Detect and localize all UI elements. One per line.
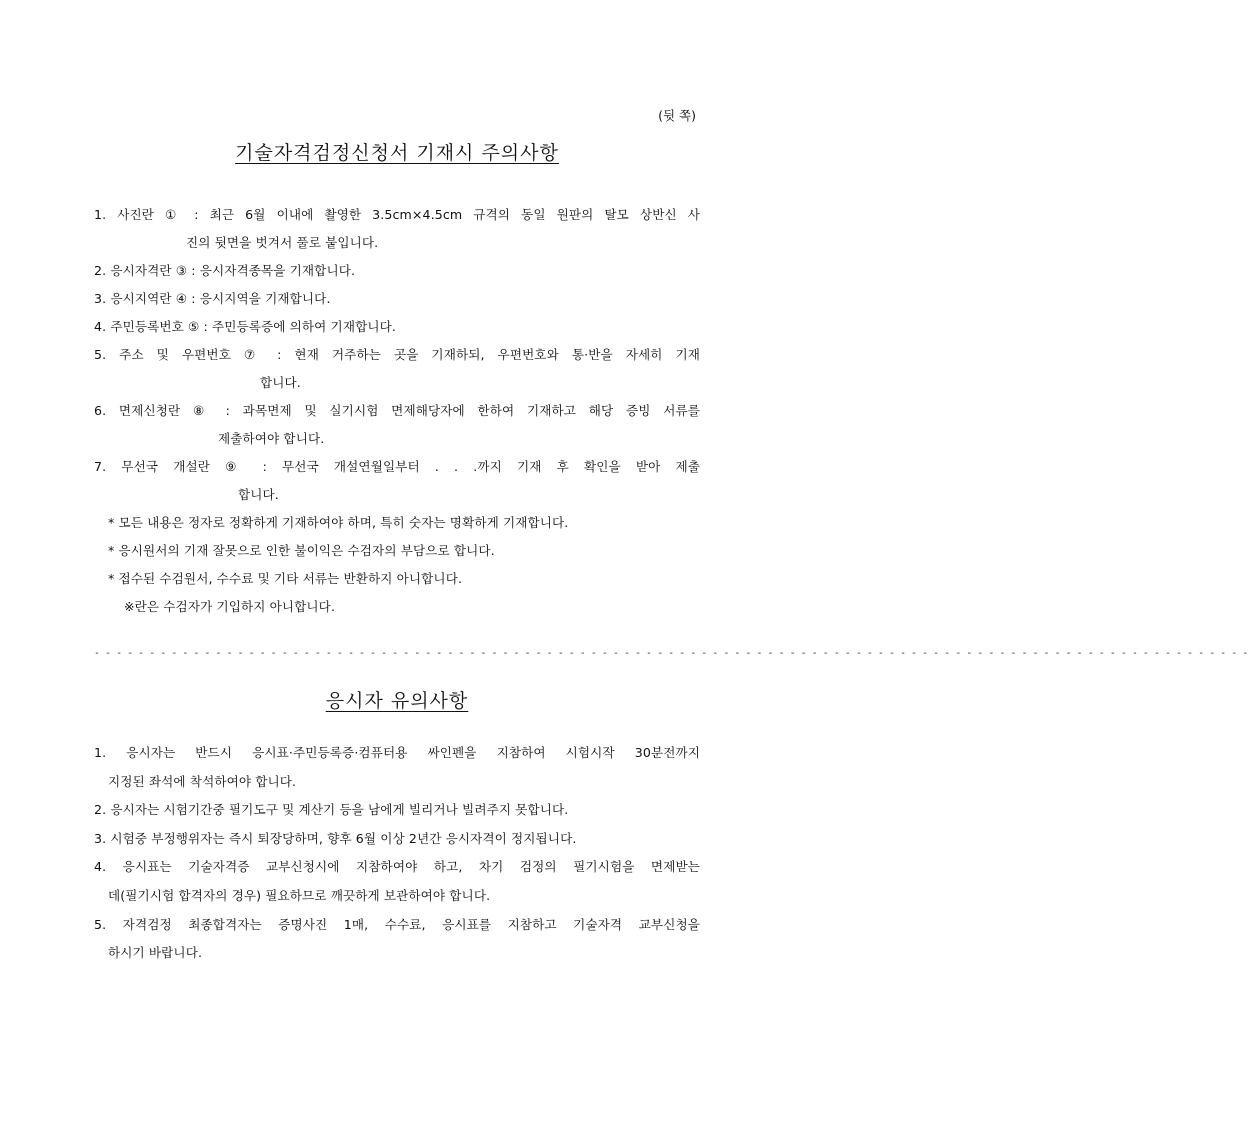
page-side-label: (뒷 쪽) [658, 108, 696, 123]
filling-notes-list [94, 201, 700, 621]
note-line: 4. 주민등록번호 ⑤ : 주민등록증에 의하여 기재합니다. [94, 319, 396, 334]
note-line: 4. 응시표는 기술자격증 교부신청시에 지참하여야 하고, 차기 검정의 필기시험을 면제받는 [94, 859, 700, 875]
note-line: 합니다. [260, 375, 301, 390]
note-line: * 응시원서의 기재 잘못으로 인한 불이익은 수검자의 부담으로 합니다. [108, 543, 495, 558]
note-line: 지정된 좌석에 착석하여야 합니다. [108, 773, 297, 789]
note-line: 2. 응시자는 시험기간중 필기도구 및 계산기 등을 남에게 빌리거나 빌려주지 못합니다. [94, 802, 569, 818]
examinee-notes-list [94, 739, 700, 968]
note-line: 2. 응시자격란 ③ : 응시자격종목을 기재합니다. [94, 263, 356, 278]
section-title-filling-notes [0, 138, 794, 165]
section-title-text: 응시자 유의사항 [325, 690, 469, 712]
cut-line-divider: - - - - - - - - - - - - - - - - - - - - - - - - - - - - - - - - - - - - - - - - - - - - - - - - - - - - - - - - - - - - - - - - - - - - - - - - - - - - - - - - - - - - - - - - - - - - - - - - - - - - - - - - - [94, 648, 1248, 659]
note-line: 6. 면제신청란 ⑧ : 과목면제 및 실기시험 면제해당자에 한하여 기재하고 해당 증빙 서류를 [94, 403, 700, 418]
note-line: 7. 무선국 개설란 ⑨ : 무선국 개설연월일부터 . . .까지 기재 후 확인을 받아 제출 [94, 459, 700, 474]
note-line: 1. 응시자는 반드시 응시표·주민등록증·컴퓨터용 싸인펜을 지참하여 시험시작 30분전까지 [94, 745, 700, 760]
note-line: * 접수된 수검원서, 수수료 및 기타 서류는 반환하지 아니합니다. [108, 571, 463, 586]
section-title-text: 기술자격검정신청서 기재시 주의사항 [235, 142, 559, 164]
note-line: 합니다. [238, 487, 279, 502]
note-line: 데(필기시험 합격자의 경우) 필요하므로 깨끗하게 보관하여야 합니다. [108, 887, 491, 903]
note-line: 3. 시험중 부정행위자는 즉시 퇴장당하며, 향후 6월 이상 2년간 응시자격이 정지됩니다. [94, 830, 577, 846]
note-line: 1. 사진란 ① : 최근 6월 이내에 촬영한 3.5cm×4.5cm 규격의 동일 원판의 탈모 상반신 사 [94, 207, 700, 222]
note-line: 3. 응시지역란 ④ : 응시지역을 기재합니다. [94, 291, 331, 306]
note-line: ※란은 수검자가 기입하지 아니합니다. [124, 599, 336, 614]
note-line: 제출하여야 합니다. [218, 431, 325, 446]
note-line: 하시기 바랍니다. [108, 945, 203, 961]
note-line: 5. 자격검정 최종합격자는 증명사진 1매, 수수료, 응시표를 지참하고 기술자격 교부신청을 [94, 916, 700, 932]
note-line: 진의 뒷면을 벗겨서 풀로 붙입니다. [186, 235, 379, 250]
note-line: 5. 주소 및 우편번호 ⑦ : 현재 거주하는 곳을 기재하되, 우편번호와 통·반을 자세히 기재 [94, 347, 700, 362]
note-line: * 모든 내용은 정자로 정확하게 기재하여야 하며, 특히 숫자는 명확하게 기재합니다. [108, 515, 569, 530]
section-title-examinee-notes [0, 686, 794, 713]
